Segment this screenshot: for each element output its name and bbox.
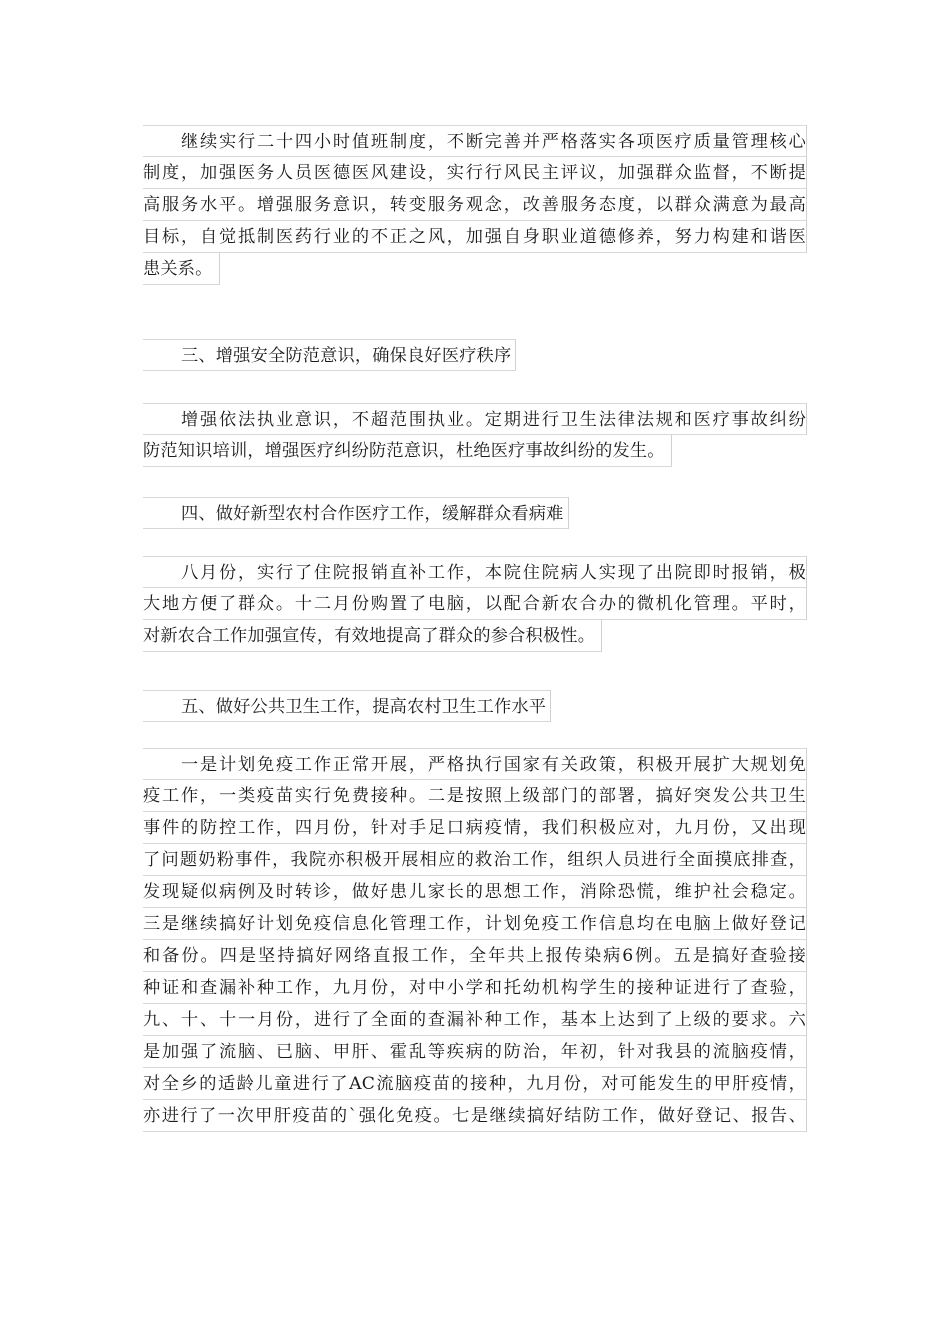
- section-heading-public-health: [143, 690, 807, 726]
- heading-text: 三、增强安全防范意识，确保良好医疗秩序: [143, 339, 516, 371]
- text-line: 是加强了流脑、已脑、甲肝、霍乱等疾病的防治，年初，针对我县的流脑疫情，: [143, 1036, 807, 1068]
- text-line: 高服务水平。增强服务意识，转变服务观念，改善服务态度，以群众满意为最高: [143, 189, 807, 221]
- text-line: 防范知识培训，增强医疗纠纷防范意识，杜绝医疗事故纠纷的发生。: [143, 435, 672, 467]
- text-line: 八月份，实行了住院报销直补工作，本院住院病人实现了出院即时报销，极: [143, 556, 807, 588]
- heading-text: 四、做好新型农村合作医疗工作，缓解群众看病难: [143, 497, 569, 529]
- text-line: 种证和查漏补种工作，九月份，对中小学和托幼机构学生的接种证进行了查验，: [143, 972, 807, 1004]
- section-heading-rural-cooperative: [143, 497, 807, 533]
- paragraph-immunization: [143, 748, 807, 1132]
- text-line: 三是继续搞好计划免疫信息化管理工作，计划免疫工作信息均在电脑上做好登记: [143, 908, 807, 940]
- text-line: 对全乡的适龄儿童进行了AC流脑疫苗的接种，九月份，对可能发生的甲肝疫情，: [143, 1068, 807, 1100]
- text-line: 发现疑似病例及时转诊，做好患儿家长的思想工作，消除恐慌，维护社会稳定。: [143, 876, 807, 908]
- text-line: 亦进行了一次甲肝疫苗的`强化免疫。七是继续搞好结防工作，做好登记、报告、: [143, 1100, 807, 1132]
- paragraph-quality-management: [143, 125, 807, 289]
- text-line: 九、十、十一月份，进行了全面的查漏补种工作，基本上达到了上级的要求。六: [143, 1004, 807, 1036]
- text-line: 继续实行二十四小时值班制度，不断完善并严格落实各项医疗质量管理核心: [143, 125, 807, 157]
- text-line: 大地方便了群众。十二月份购置了电脑，以配合新农合办的微机化管理。平时，: [143, 588, 807, 620]
- section-heading-safety: [143, 339, 807, 375]
- text-line: 一是计划免疫工作正常开展，严格执行国家有关政策，积极开展扩大规划免: [143, 748, 807, 780]
- text-line: 疫工作，一类疫苗实行免费接种。二是按照上级部门的部署，搞好突发公共卫生: [143, 780, 807, 812]
- paragraph-reimbursement: [143, 556, 807, 656]
- text-line: 事件的防控工作，四月份，针对手足口病疫情，我们积极应对，九月份，又出现: [143, 812, 807, 844]
- text-line: 和备份。四是坚持搞好网络直报工作，全年共上报传染病6例。五是搞好查验接: [143, 940, 807, 972]
- text-line: 目标，自觉抵制医药行业的不正之风，加强自身职业道德修养，努力构建和谐医: [143, 221, 807, 253]
- text-line: 患关系。: [143, 253, 220, 285]
- paragraph-legal-practice: [143, 403, 807, 471]
- heading-text: 五、做好公共卫生工作，提高农村卫生工作水平: [143, 690, 551, 722]
- text-line: 增强依法执业意识，不超范围执业。定期进行卫生法律法规和医疗事故纠纷: [143, 403, 807, 435]
- text-line: 对新农合工作加强宣传，有效地提高了群众的参合积极性。: [143, 620, 602, 652]
- text-line: 了问题奶粉事件，我院亦积极开展相应的救治工作，组织人员进行全面摸底排查，: [143, 844, 807, 876]
- text-line: 制度，加强医务人员医德医风建设，实行行风民主评议，加强群众监督，不断提: [143, 157, 807, 189]
